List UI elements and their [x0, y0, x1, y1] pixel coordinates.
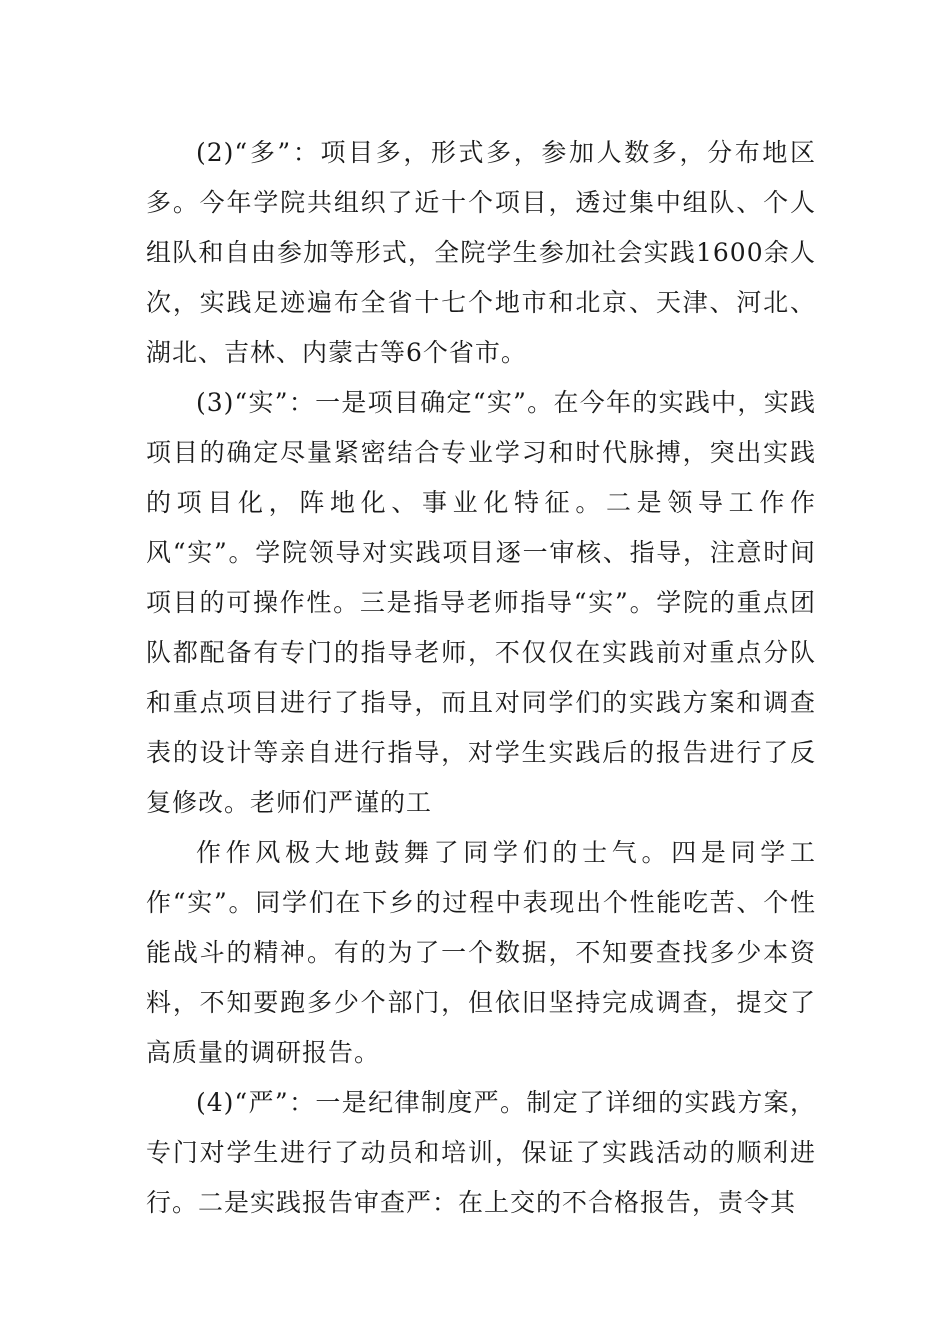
- paragraph-shi-continued: 作作风极大地鼓舞了同学们的士气。四是同学工作“实”。同学们在下乡的过程中表现出个性能吃苦、个性能战斗的精神。有的为了一个数据，不知要查找多少本资料，不知要跑多少个部门，但依旧坚持完成调查，提交了高质量的调研报告。: [146, 838, 816, 1067]
- body-text: [146, 128, 816, 1228]
- paragraph-duo: (2)“多”：项目多，形式多，参加人数多，分布地区多。今年学院共组织了近十个项目，透过集中组队、个人组队和自由参加等形式，全院学生参加社会实践1600余人次，实践足迹遍布全省十七个地市和北京、天津、河北、湖北、吉林、内蒙古等6个省市。: [146, 138, 816, 367]
- paragraph-yan: (4)“严”：一是纪律制度严。制定了详细的实践方案，专门对学生进行了动员和培训，保证了实践活动的顺利进行。二是实践报告审查严：在上交的不合格报告，责令其: [146, 1088, 816, 1217]
- paragraph-shi: (3)“实”：一是项目确定“实”。在今年的实践中，实践项目的确定尽量紧密结合专业学习和时代脉搏，突出实践的项目化，阵地化、事业化特征。二是领导工作作风“实”。学院领导对实践项目逐一审核、指导，注意时间项目的可操作性。三是指导老师指导“实”。学院的重点团队都配备有专门的指导老师，不仅仅在实践前对重点分队和重点项目进行了指导，而且对同学们的实践方案和调查表的设计等亲自进行指导，对学生实践后的报告进行了反复修改。老师们严谨的工: [146, 388, 816, 817]
